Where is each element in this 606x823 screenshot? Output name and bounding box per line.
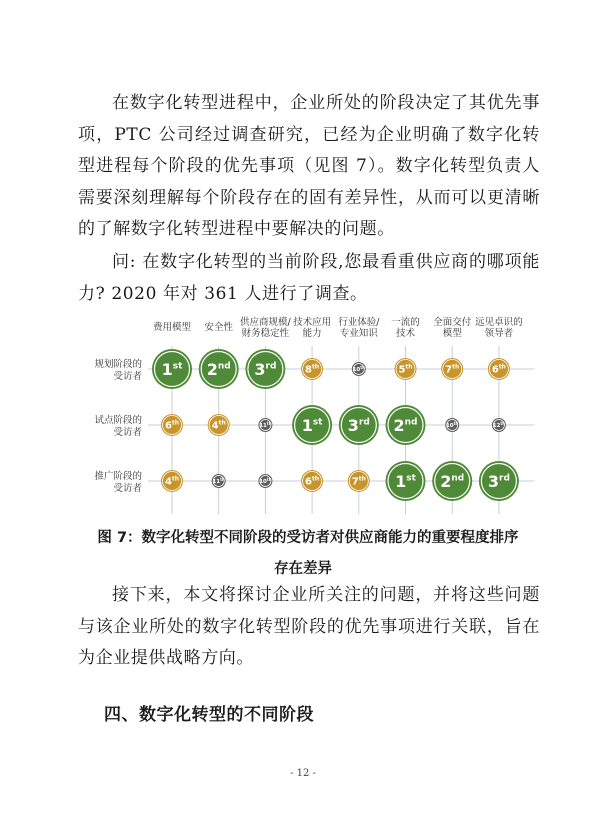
rank-badge	[208, 414, 230, 436]
rank-badge	[348, 470, 370, 492]
rank-badge-label: 10th	[352, 364, 366, 373]
page-number: - 12 -	[290, 768, 316, 779]
rank-badge-label: 12th	[492, 420, 506, 429]
priority-ranking-chart	[76, 316, 536, 516]
rank-badge-label: 2nd	[393, 415, 418, 435]
row-label: 试点阶段的受访者	[94, 415, 142, 438]
body-paragraph-1: 在数字化转型进程中，企业所处的阶段决定了其优先事项，PTC 公司经过调查研究，已经为企业明确了数字化转型进程每个阶段的优先事项（见图 7）。数字化转型负责人需要深刻理解每个阶段存在的固有差异性，从而可以更清晰的了解数字化转型进程中要解决的问题。	[78, 93, 540, 239]
rank-badge-label: 6th	[164, 419, 180, 432]
rank-badge	[258, 474, 272, 488]
rank-badge-label: 3rd	[347, 415, 370, 435]
column-header: 远见卓识的领导者	[475, 317, 523, 339]
rank-badge-label: 10th	[259, 476, 272, 485]
column-header: 行业体验/专业知识	[338, 317, 380, 339]
row-label: 推广阶段的受访者	[94, 471, 142, 494]
rank-badge	[301, 470, 323, 492]
rank-badge-label: 6th	[491, 363, 506, 376]
rank-badge-label: 11th	[212, 476, 225, 485]
column-header: 费用模型	[152, 322, 192, 333]
column-header: 全面交付模型	[433, 317, 472, 339]
column-header: 安全性	[204, 322, 233, 333]
rank-badge-label: 10th	[445, 420, 459, 429]
rank-badge-label: 4th	[211, 419, 226, 432]
rank-badge	[212, 474, 226, 488]
rank-badge-label: 3rd	[254, 359, 277, 379]
rank-badge	[258, 418, 272, 432]
rank-badge-label: 6th	[305, 475, 320, 488]
rank-badge-label: 11th	[259, 420, 272, 429]
rank-badge-label: 1st	[301, 415, 323, 435]
rank-badge	[152, 349, 192, 389]
row-label: 规划阶段的受访者	[94, 359, 142, 382]
rank-badge	[386, 405, 426, 445]
rank-badge	[292, 405, 332, 445]
rank-badge	[441, 358, 463, 380]
rank-badge-label: 8th	[305, 363, 320, 376]
column-header: 供应商规模/财务稳定性	[240, 317, 291, 339]
rank-badge-label: 2nd	[440, 471, 465, 491]
rank-badge-label: 7th	[351, 475, 366, 488]
rank-badge	[245, 349, 285, 389]
rank-badge	[492, 418, 506, 432]
rank-badge-label: 2nd	[206, 359, 231, 379]
rank-badge-label: 3rd	[487, 471, 510, 491]
rank-badge	[479, 461, 519, 501]
rank-badge-label: 7th	[445, 363, 460, 376]
rank-badge-label: 4th	[164, 475, 180, 488]
section-heading: 四、数字化转型的不同阶段	[104, 705, 314, 725]
figure-caption: 图 7：数字化转型不同阶段的受访者对供应商能力的重要程度排序	[97, 530, 519, 546]
column-header: 技术应用能力	[293, 317, 332, 339]
survey-question-paragraph: 问: 在数字化转型的当前阶段,您最看重供应商的哪项能力? 2020 年对 361 人进行了调查。	[78, 252, 540, 304]
body-paragraph-2: 接下来，本文将探讨企业所关注的问题，并将这些问题与该企业所处的数字化转型阶段的优先事项进行关联，旨在为企业提供战略方向。	[78, 585, 540, 668]
rank-badge	[161, 470, 183, 492]
rank-badge	[395, 358, 417, 380]
rank-badge	[199, 349, 239, 389]
rank-badge	[352, 362, 366, 376]
rank-badge	[432, 461, 472, 501]
rank-badge-label: 5th	[398, 363, 413, 376]
rank-badge-label: 1st	[395, 471, 416, 491]
rank-badge	[161, 414, 183, 436]
column-header: 一流的技术	[391, 317, 420, 339]
rank-badge	[488, 358, 510, 380]
rank-badge	[301, 358, 323, 380]
rank-badge	[445, 418, 459, 432]
figure-caption-continued: 存在差异	[274, 561, 332, 577]
rank-badge	[386, 461, 426, 501]
rank-badge-label: 1st	[161, 359, 183, 379]
rank-badge	[339, 405, 379, 445]
